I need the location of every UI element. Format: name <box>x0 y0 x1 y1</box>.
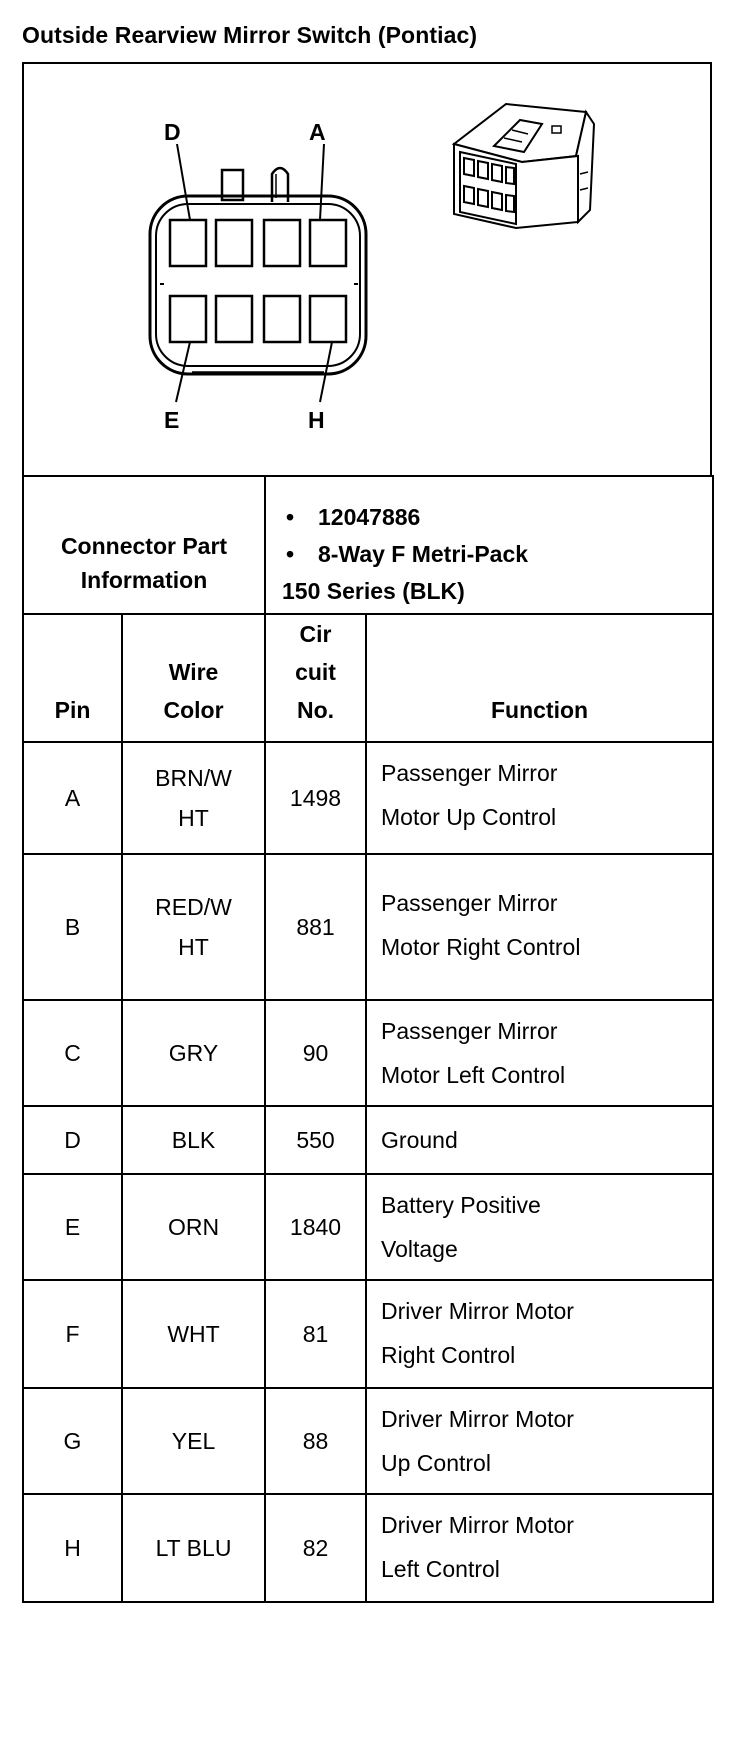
circuit-cell: 550 <box>265 1106 366 1174</box>
function-cell: Driver Mirror Motor Left Control <box>366 1494 713 1602</box>
wire-color-cell: BLK <box>122 1106 265 1174</box>
table-row <box>23 1174 713 1280</box>
cavity-h <box>310 296 346 342</box>
pin-label-d: D <box>164 119 181 145</box>
circuit-cell: 881 <box>265 854 366 1000</box>
function-cell: Passenger Mirror Motor Left Control <box>366 1000 713 1106</box>
circuit-cell: 81 <box>265 1280 366 1388</box>
connector-diagram <box>22 62 712 477</box>
function-cell: Ground <box>366 1106 713 1174</box>
wire-color-cell: WHT <box>122 1280 265 1388</box>
circuit-cell: 1840 <box>265 1174 366 1280</box>
table-row <box>23 1388 713 1494</box>
column-header-pin: Pin <box>23 614 122 742</box>
column-header-function: Function <box>366 614 713 742</box>
function-cell: Passenger Mirror Motor Up Control <box>366 742 713 854</box>
table-row <box>23 742 713 854</box>
connector-part-info <box>265 476 713 614</box>
table-row <box>23 1106 713 1174</box>
connector-part-label-line1: Connector Part <box>60 533 228 559</box>
wire-color-cell: BRN/W HT <box>122 742 265 854</box>
leader-line-d <box>177 144 190 220</box>
table-row <box>23 1494 713 1602</box>
table-header-row <box>23 614 713 742</box>
cavity-a <box>310 220 346 266</box>
leader-line-a <box>320 144 324 220</box>
pin-cell: D <box>23 1106 122 1174</box>
connector-sheet <box>22 62 712 1740</box>
wire-color-cell: GRY <box>122 1000 265 1106</box>
part-number: 12047886 <box>318 504 421 530</box>
cavity-d <box>170 220 206 266</box>
cavity-c <box>216 220 252 266</box>
table-row <box>23 1000 713 1106</box>
circuit-cell: 82 <box>265 1494 366 1602</box>
column-header-wire-color: Wire Color <box>122 614 265 742</box>
pin-cell: C <box>23 1000 122 1106</box>
connector-face-drawing <box>150 144 366 402</box>
connector-outer-shell <box>150 196 366 374</box>
cavity-e <box>170 296 206 342</box>
bullet-icon: • <box>286 541 295 567</box>
pin-label-e: E <box>164 407 180 433</box>
cavity-g <box>264 296 300 342</box>
function-cell: Driver Mirror Motor Up Control <box>366 1388 713 1494</box>
function-cell: Driver Mirror Motor Right Control <box>366 1280 713 1388</box>
connector-part-label <box>23 476 265 614</box>
wire-color-cell: RED/W HT <box>122 854 265 1000</box>
pin-label-h: H <box>308 407 325 433</box>
part-description-line2: 150 Series (BLK) <box>282 578 465 604</box>
part-description-item <box>282 536 702 573</box>
wire-color-cell: LT BLU <box>122 1494 265 1602</box>
connector-part-row <box>23 476 713 614</box>
circuit-cell: 90 <box>265 1000 366 1106</box>
pin-cell: F <box>23 1280 122 1388</box>
wire-color-cell: YEL <box>122 1388 265 1494</box>
document-title: Outside Rearview Mirror Switch (Pontiac) <box>22 22 478 48</box>
function-cell: Battery Positive Voltage <box>366 1174 713 1280</box>
cavity-b <box>264 220 300 266</box>
table-row <box>23 854 713 1000</box>
pin-cell: H <box>23 1494 122 1602</box>
table-row <box>23 1280 713 1388</box>
part-number-item <box>282 499 702 536</box>
wire-color-cell: ORN <box>122 1174 265 1280</box>
function-cell: Passenger Mirror Motor Right Control <box>366 854 713 1000</box>
pin-cell: B <box>23 854 122 1000</box>
part-description-line1: 8-Way F Metri-Pack <box>318 541 529 567</box>
bullet-icon: • <box>286 504 295 530</box>
cavity-f <box>216 296 252 342</box>
connector-isometric-drawing <box>454 104 594 228</box>
pin-table <box>22 475 714 1603</box>
pin-cell: E <box>23 1174 122 1280</box>
column-header-circuit-no: Cir cuit No. <box>265 614 366 742</box>
pin-cell: G <box>23 1388 122 1494</box>
circuit-cell: 1498 <box>265 742 366 854</box>
pin-cell: A <box>23 742 122 854</box>
circuit-cell: 88 <box>265 1388 366 1494</box>
pin-label-a: A <box>309 119 326 145</box>
connector-part-label-line2: Information <box>80 567 208 593</box>
